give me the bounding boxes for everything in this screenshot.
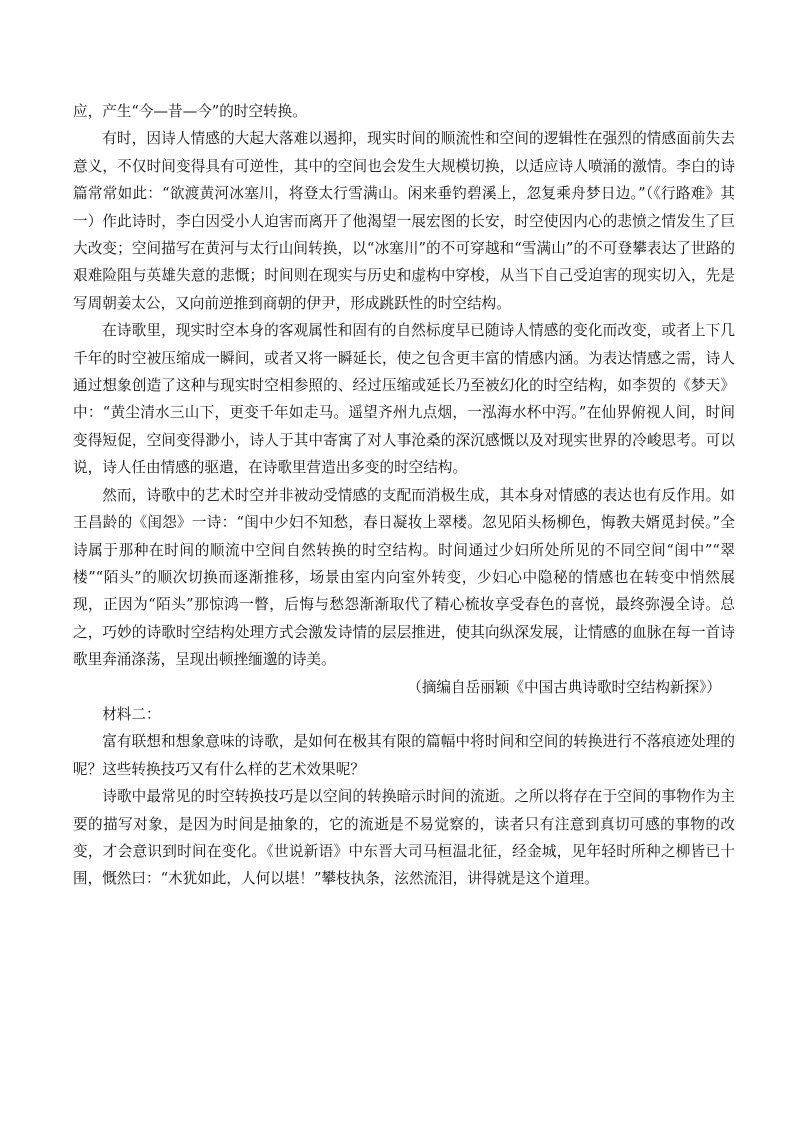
source-attribution: （摘编自岳丽颖《中国古典诗歌时空结构新探》） [407, 678, 721, 696]
document-body [73, 98, 735, 893]
paragraph: 应，产生“今—昔—今”的时空转换。 [73, 103, 307, 120]
paragraph: 诗歌中最常见的时空转换技巧是以空间的转换暗示时间的流逝。之所以将存在于空间的事物作为主要的描写对象，是因为时间是抽象的，它的流逝是不易觉察的，读者只有注意到真切可感的事物的改变，才会意识到时间在变化。《世说新语》中东晋大司马桓温北征，经金城，见年轻时所种之柳皆已十围，慨然曰：“木犹如此，人何以堪！”攀枝执条，泫然流泪，讲得就是这个道理。 [73, 788, 735, 888]
paragraph: 然而，诗歌中的艺术时空并非被动受情感的支配而消极生成，其本身对情感的表达也有反作用。如王昌龄的《闺怨》一诗：“闺中少妇不知愁，春日凝妆上翠楼。忽见陌头杨柳色，悔教夫婿觅封侯。”全诗属于那种在时间的顺流中空间自然转换的时空结构。时间通过少妇所处所见的不同空间“闺中”“翠楼”“陌头”的顺次切换而逐渐推移，场景由室内向室外转变，少妇心中隐秘的情感也在转变中悄然展现，正因为“陌头”那惊鸿一瞥，后悔与愁怨渐渐取代了精心梳妆享受春色的喜悦，最终弥漫全诗。总之，巧妙的诗歌时空结构处理方式会激发诗情的层层推进，使其向纵深发展，让情感的血脉在每一首诗歌里奔涌涤荡，呈现出顿挫缅邈的诗美。 [73, 486, 735, 669]
material-label: 材料二： [102, 705, 161, 723]
paragraph: 在诗歌里，现实时空本身的客观属性和固有的自然标度早已随诗人情感的变化而改变，或者上下几千年的时空被压缩成一瞬间，或者又将一瞬延长，使之包含更丰富的情感内涵。为表达情感之需，诗人通过想象创造了这种与现实时空相参照的、经过压缩或延长乃至被幻化的时空结构，如李贺的《梦天》中：“黄尘清水三山下，更变千年如走马。遥望齐州九点烟，一泓海水杯中泻。”在仙界俯视人间，时间变得短促，空间变得渺小，诗人于其中寄寓了对人事沧桑的深沉感慨以及对现实世界的冷峻思考。可以说，诗人任由情感的驱遣，在诗歌里营造出多变的时空结构。 [73, 322, 735, 477]
paragraph: 有时，因诗人情感的大起大落难以遏抑，现实时间的顺流性和空间的逻辑性在强烈的情感面前失去意义，不仅时间变得具有可逆性，其中的空间也会发生大规模切换，以适应诗人喷涌的激情。李白的诗篇常常如此：“欲渡黄河冰塞川，将登太行雪满山。闲来垂钓碧溪上，忽复乘舟梦日边。”（《行路难》其一）作此诗时，李白因受小人迫害而离开了他渴望一展宏图的长安，时空使因内心的悲愤之情发生了巨大改变；空间描写在黄河与太行山间转换，以“冰塞川”的不可穿越和“雪满山”的不可登攀表达了世路的艰难险阻与英雄失意的悲慨；时间则在现实与历史和虚构中穿梭，从当下自己受迫害的现实切入，先是写周朝姜太公，又向前逆推到商朝的伊尹，形成跳跃性的时空结构。 [73, 130, 735, 312]
paragraph: 富有联想和想象意味的诗歌，是如何在极其有限的篇幅中将时间和空间的转换进行不落痕迹处理的呢？这些转换技巧又有什么样的艺术效果呢？ [73, 733, 735, 778]
